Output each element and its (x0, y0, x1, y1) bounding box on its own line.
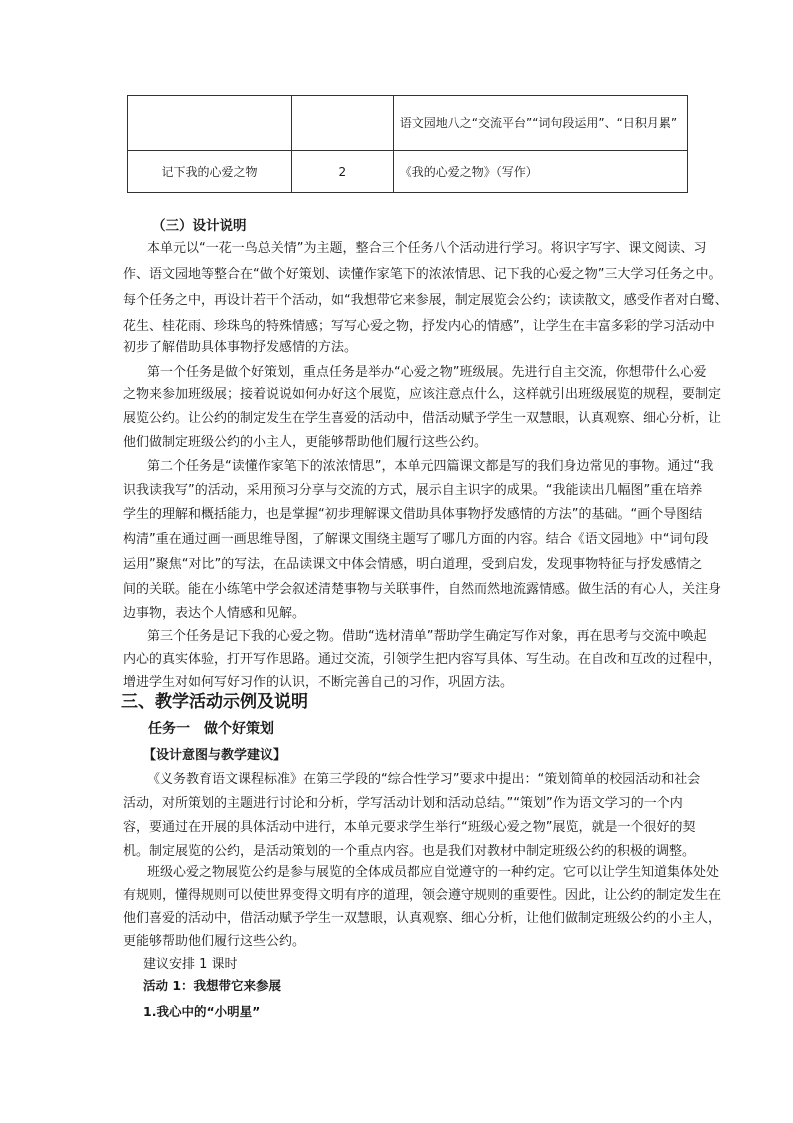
paragraph-line: 《义务教育语文课程标准》在第三学段的“综合性学习”要求中提出：“策划简单的校园活动和社会 (147, 772, 701, 787)
paragraph-line: 内心的真实体验，打开写作思路。通过交流，引领学生把内容写具体、写生动。在自改和互改的过程中， (123, 652, 722, 667)
paragraph-line: 运用”聚焦“对比”的写法，在品读课文中体会情感，明白道理，受到启发，发现事物特征与抒发感情之 (123, 557, 703, 572)
schedule-note: 建议安排 1 课时 (143, 957, 238, 972)
paragraph-line: 班级心爱之物展览公约是参与展览的全体成员都应自觉遵守的一种约定。它可以让学生知道集体处处 (147, 865, 720, 880)
paragraph-line: 之物来参加班级展；接着说说如何办好这个展览，应该注意点什么，这样就引出班级展览的规程，要制定 (123, 387, 722, 402)
section-heading-design-notes: （三）设计说明 (152, 218, 247, 234)
paragraph-line: 构清”重在通过画一画思维导图，了解课文围绕主题写了哪几方面的内容。结合《语文园地》中“词句段 (123, 532, 709, 547)
paragraph-line: 第三个任务是记下我的心爱之物。借助“选材清单”帮助学生确定写作对象，再在思考与交流中唤起 (147, 629, 707, 644)
paragraph-line: 他们做制定班级公约的小主人，更能够帮助他们履行这些公约。 (123, 435, 488, 450)
task-table (127, 95, 688, 193)
paragraph-line: 他们喜爱的活动中，借活动赋予学生一双慧眼，认真观察、细心分析，让他们做制定班级公约的小主人， (123, 911, 722, 926)
table-cell: 《我的心爱之物》（写作） (393, 151, 687, 193)
paragraph-line: 作、语文园地等整合在“做个好策划、读懂作家笔下的浓浓情思、记下我的心爱之物”三大学习任务之中。 (123, 267, 722, 282)
paragraph-line: 更能够帮助他们履行这些公约。 (123, 934, 306, 949)
paragraph-line: 识我读我写”的活动，采用预习分享与交流的方式，展示自主识字的成果。“我能读出几幅图”重在培养 (123, 483, 703, 498)
paragraph-line: 第一个任务是做个好策划，重点任务是举办“心爱之物”班级展。先进行自主交流，你想带什么心爱 (147, 365, 707, 380)
paragraph-line: 活动，对所策划的主题进行讨论和分析，学写活动计划和活动总结。”“策划”作为语文学习的一个内 (123, 796, 683, 811)
task-label: 任务一 (148, 721, 190, 737)
paragraph-line: 间的关联。能在小练笔中学会叙述清楚事物与关联事件，自然而然地流露情感。做生活的有心人，关注身 (123, 582, 722, 597)
paragraph-line: 展览公约。让公约的制定发生在学生喜爱的活动中，借活动赋予学生一双慧眼，认真观察、细心分析，让 (123, 411, 722, 426)
subheading-little-star: 1.我心中的“小明星” (143, 1004, 261, 1019)
task-title: 做个好策划 (204, 721, 274, 737)
table-row (128, 96, 688, 151)
paragraph-line: 第二个任务是“读懂作家笔下的浓浓情思”，本单元四篇课文都是写的我们身边常见的事物。通过“我 (147, 459, 714, 474)
paragraph-line: 增进学生对如何写好习作的认识，不断完善自己的习作，巩固方法。 (123, 675, 514, 690)
paragraph-line: 本单元以“一花一鸟总关情”为主题，整合三个任务八个活动进行学习。将识字写字、课文阅读、习 (147, 241, 707, 256)
paragraph-line: 有规则，懂得规则可以使世界变得文明有序的道理，领会遵守规则的重要性。因此，让公约的制定发生在 (123, 888, 722, 903)
paragraph-line: 花生、桂花雨、珍珠鸟的特殊情感；写写心爱之物，抒发内心的情感”，让学生在丰富多彩的学习活动中 (123, 319, 715, 334)
table-cell: 语文园地八之“交流平台”“词句段运用”、“日积月累” (393, 96, 687, 151)
table-cell (291, 96, 393, 151)
table-cell: 2 (291, 151, 393, 193)
activity-heading: 活动 1：我想带它来参展 (143, 978, 282, 993)
table-cell: 记下我的心爱之物 (128, 151, 292, 193)
table-row (128, 151, 688, 193)
task-heading (148, 718, 274, 738)
design-intent-heading: 【设计意图与教学建议】 (143, 748, 287, 763)
section-heading-teaching-activities: 三、教学活动示例及说明 (121, 692, 308, 712)
paragraph-line: 边事物，表达个人情感和见解。 (123, 606, 306, 621)
paragraph-line: 每个任务之中，再设计若干个活动，如“我想带它来参展，制定展览会公约；读读散文，感受作者对白鹭、 (123, 293, 728, 308)
paragraph-line: 容，要通过在开展的具体活动中进行，本单元要求学生举行“班级心爱之物”展览，就是一个很好的契 (123, 820, 696, 835)
paragraph-line: 机。制定展览的公约，是活动策划的一个重点内容。也是我们对教材中制定班级公约的积极的调整。 (123, 844, 696, 859)
paragraph-line: 初步了解借助具体事物抒发感情的方法。 (123, 340, 358, 355)
table-cell (128, 96, 292, 151)
paragraph-line: 学生的理解和概括能力，也是掌握“初步理解课文借助具体事物抒发感情的方法”的基础。“画个导图结 (123, 507, 703, 522)
